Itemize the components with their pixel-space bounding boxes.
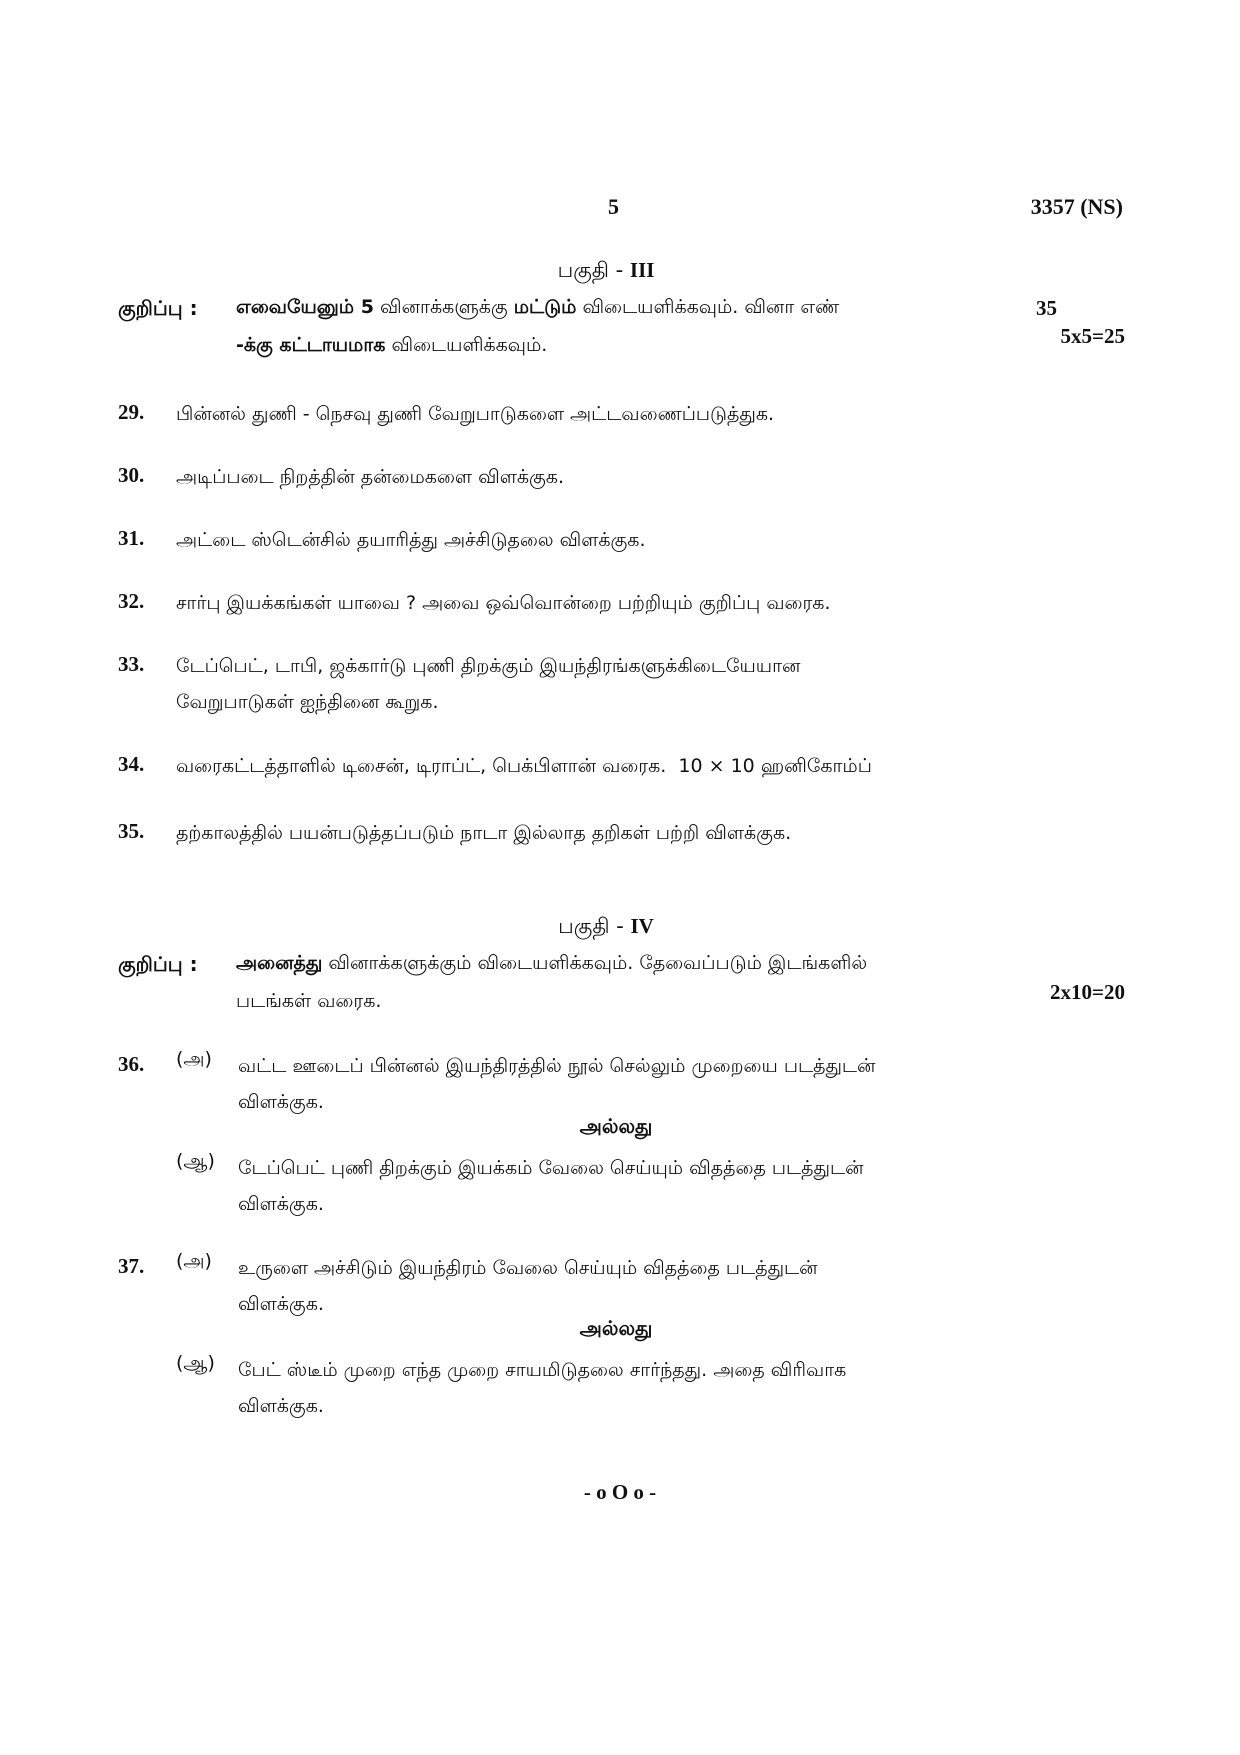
option-line: வட்ட ஊடைப் பின்னல் இயந்திரத்தில் நூல் செல்லும் முறையை படத்துடன்: [238, 1055, 876, 1077]
option-line: விளக்குக.: [238, 1293, 324, 1315]
note-question-number: 35: [1036, 296, 1057, 320]
question-text: சார்பு இயக்கங்கள் யாவை ? அவை ஒவ்வொன்றை பற்றியும் குறிப்பு வரைக.: [176, 592, 831, 614]
section-title-part-3: பகுதி - III: [557, 258, 655, 282]
option-text: [238, 1352, 1068, 1424]
note-bold: மட்டும்: [513, 296, 577, 318]
or-divider: அல்லது: [579, 1114, 653, 1138]
marks-part-4: 2x10=20: [1050, 980, 1125, 1004]
or-divider: அல்லது: [579, 1316, 653, 1340]
question-number: 30.: [118, 463, 145, 487]
question-extra: 10 × 10 ஹனிகோம்ப்: [678, 755, 872, 777]
page-number: 5: [608, 194, 619, 219]
option-text: [238, 1048, 1068, 1120]
question-text: அட்டை ஸ்டென்சில் தயாரித்து அச்சிடுதலை விளக்குக.: [176, 529, 646, 551]
question-number: 33.: [118, 652, 145, 676]
question-line: டேப்பெட், டாபி, ஜக்கார்டு புணி திறக்கும் இயந்திரங்களுக்கிடையேயான: [176, 655, 801, 677]
option-text: [238, 1150, 1068, 1222]
note-label: குறிப்பு :: [118, 296, 198, 320]
question-text: [176, 648, 1076, 720]
note-text-part-3: [236, 288, 1076, 364]
note-bold: -க்கு கட்டாயமாக: [236, 334, 386, 356]
question-text: அடிப்படை நிறத்தின் தன்மைகளை விளக்குக.: [176, 466, 564, 488]
option-line: விளக்குக.: [238, 1091, 324, 1113]
question-number: 31.: [118, 526, 145, 550]
section-title-numeral: IV: [630, 914, 654, 938]
note-plain: வினாக்களுக்கு: [373, 296, 514, 318]
question-text: தற்காலத்தில் பயன்படுத்தப்படும் நாடா இல்லாத தறிகள் பற்றி விளக்குக.: [176, 822, 792, 844]
note-bold: அனைத்து: [236, 952, 323, 974]
question-line: வேறுபாடுகள் ஐந்தினை கூறுக.: [176, 691, 439, 713]
note-plain: விடையளிக்கவும்.: [385, 334, 548, 356]
note-text-part-4: [236, 944, 1076, 1020]
question-line: வரைகட்டத்தாளில் டிசைன், டிராப்ட், பெக்பிளான் வரைக.: [176, 755, 667, 777]
note-bold: எவையேனும் 5: [236, 296, 374, 318]
question-number: 29.: [118, 400, 145, 424]
option-label: (ஆ): [176, 1352, 215, 1374]
question-number: 34.: [118, 752, 145, 776]
end-mark: - o O o -: [583, 1480, 657, 1504]
question-number: 37.: [118, 1254, 145, 1278]
question-text: பின்னல் துணி - நெசவு துணி வேறுபாடுகளை அட்டவணைப்படுத்துக.: [176, 403, 775, 425]
section-title-word: பகுதி: [557, 258, 609, 282]
option-line: விளக்குக.: [238, 1395, 324, 1417]
option-line: விளக்குக.: [238, 1193, 324, 1215]
marks-part-3: 5x5=25: [1060, 324, 1125, 348]
question-number: 32.: [118, 589, 145, 613]
question-number: 36.: [118, 1052, 145, 1076]
option-label: (ஆ): [176, 1150, 215, 1172]
note-plain: விடையளிக்கவும். வினா எண்: [576, 296, 840, 318]
option-text: [238, 1250, 1068, 1322]
option-line: டேப்பெட் புணி திறக்கும் இயக்கம் வேலை செய்யும் விதத்தை படத்துடன்: [238, 1157, 864, 1179]
section-title-part-4: பகுதி - IV: [558, 914, 654, 938]
question-number: 35.: [118, 819, 145, 843]
note-label: குறிப்பு :: [118, 952, 198, 976]
option-label: (அ): [176, 1048, 212, 1070]
section-title-numeral: III: [629, 258, 655, 282]
option-label: (அ): [176, 1250, 212, 1272]
paper-code: 3357 (NS): [1030, 194, 1123, 219]
question-text: [176, 748, 1076, 784]
note-plain: படங்கள் வரைக.: [236, 990, 382, 1012]
section-title-word: பகுதி: [558, 914, 610, 938]
option-line: பேட் ஸ்டீம் முறை எந்த முறை சாயமிடுதலை சார்ந்தது. அதை விரிவாக: [238, 1359, 847, 1381]
option-line: உருளை அச்சிடும் இயந்திரம் வேலை செய்யும் விதத்தை படத்துடன்: [238, 1257, 818, 1279]
note-plain: வினாக்களுக்கும் விடையளிக்கவும். தேவைப்படும் இடங்களில்: [322, 952, 868, 974]
